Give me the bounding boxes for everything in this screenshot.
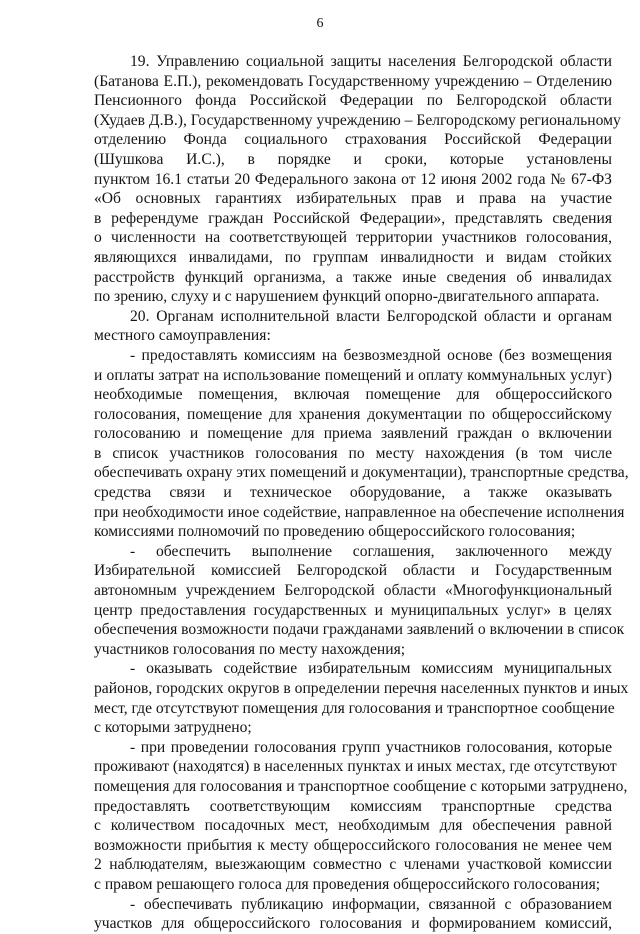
text-line: мест, где отсутствуют помещения для голосования и транспортное сообщение [94,699,615,717]
text-line: районов, городских округов в определении перечня населенных пунктов и иных [94,680,629,697]
text-line: с количеством посадочных мест, необходимым для обеспечения равной [94,817,612,835]
text-line: центр предоставления государственных и муниципальных услуг» в целях [94,601,612,619]
paragraph [94,307,612,346]
text-line: (Шушкова И.С.), в порядке и сроки, которые установлены [94,150,612,168]
text-line: 2 наблюдателям, выезжающим совместно с членами участковой комиссии [94,856,612,874]
text-line: участников голосования по месту нахождения; [94,640,406,658]
paragraph [94,659,629,737]
text-line: являющихся инвалидами, по группам инвалидности и видам стойких [94,248,612,266]
text-line: отделению Фонда социального страхования Российской Федерации [94,131,612,149]
text-line: - при проведении голосования групп участников голосования, которые [130,738,612,756]
text-line: 20. Органам исполнительной власти Белгородской области и органам [130,307,612,325]
text-line: «Об основных гарантиях избирательных прав и права на участие [94,190,612,208]
text-line: в референдуме граждан Российской Федерации», представлять сведения [94,209,612,227]
text-line: проживают (находятся) в населенных пунктах и иных местах, где отсутствуют [94,758,617,776]
text-line: (Худаев Д.В.), Государственному учреждению – Белгородскому региональному [94,111,621,129]
text-line: голосования, помещение для хранения документации по общероссийскому [94,405,612,423]
text-line: в список участников голосования по месту нахождения (в том числе [94,444,612,462]
text-line: средства связи и техническое оборудование, а также оказывать [94,484,612,502]
text-line: обеспечения возможности подачи гражданами заявлений о включении в список [94,621,625,639]
text-line: местного самоуправления: [94,327,271,345]
text-line: участков для общероссийского голосования и формированием комиссий, [94,915,612,933]
text-line: - обеспечивать публикацию информации, связанной с образованием [130,895,612,913]
text-line: Избирательной комиссией Белгородской области и Государственным [94,562,612,580]
paragraph [94,542,625,660]
text-line: с правом решающего голоса для проведения общероссийского голосования; [94,875,601,893]
text-line: предоставлять соответствующим комиссиям транспортные средства [94,797,612,815]
paragraph [94,346,629,542]
text-line: возможности прибытия к месту общероссийского голосования не менее чем [94,836,612,854]
document-body [94,52,629,934]
text-line: Пенсионного фонда Российской Федерации по Белгородской области [94,92,612,110]
text-line: расстройств функций организма, а также иные сведения об инвалидах [94,268,612,286]
text-line: необходимые помещения, включая помещение для общероссийского [94,386,612,404]
text-line: и оплаты затрат на использование помещений и оплату коммунальных услуг) [94,366,612,384]
paragraph [94,738,628,895]
text-line: автономным учреждением Белгородской области «Многофункциональный [94,582,612,600]
paragraph [94,52,621,307]
paragraph [94,895,612,934]
text-line: - предоставлять комиссиям на безвозмездной основе (без возмещения [130,346,612,364]
text-line: о численности на соответствующей территории участников голосования, [94,229,612,247]
text-line: 19. Управлению социальной защиты населения Белгородской области [130,53,612,70]
text-line: голосованию и помещение для приема заявлений граждан о включении [94,425,612,443]
text-line: с которыми затруднено; [94,719,252,737]
text-line: пунктом 16.1 статьи 20 Федерального закона от 12 июня 2002 года № 67-ФЗ [94,170,612,188]
page-number: 6 [316,16,324,31]
text-line: по зрению, слуху и с нарушением функций опорно-двигательного аппарата. [94,288,600,306]
text-line: обеспечивать охрану этих помещений и документации), транспортные средства, [94,464,629,482]
text-line: помещения для голосования и транспортное сообщение с которыми затруднено, [94,777,628,795]
text-line: при необходимости иное содействие, направленное на обеспечение исполнения [94,503,625,521]
text-line: (Батанова Е.П.), рекомендовать Государственному учреждению – Отделению [94,72,612,90]
text-line: - обеспечить выполнение соглашения, заключенного между [130,542,612,560]
text-line: - оказывать содействие избирательным комиссиям муниципальных [130,660,612,678]
text-line: комиссиями полномочий по проведению общероссийского голосования; [94,523,576,541]
